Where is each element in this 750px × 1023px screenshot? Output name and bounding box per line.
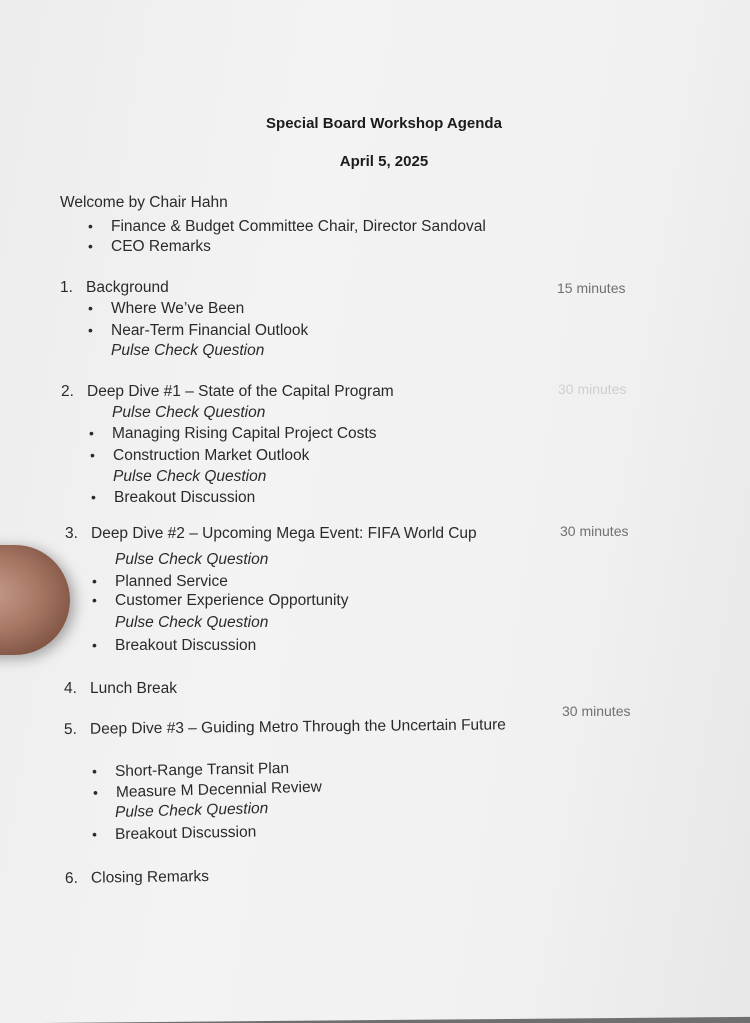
agenda-item-1 — [60, 279, 169, 297]
item-1-bullet-2: • Near-Term Financial Outlook — [111, 322, 308, 340]
item-title: Lunch Break — [90, 680, 178, 697]
agenda-item-2 — [61, 383, 394, 401]
item-title: Background — [86, 279, 169, 296]
item-3-duration: 30 minutes — [560, 523, 629, 539]
item-title: Deep Dive #3 – Guiding Metro Through the Uncertain Future — [89, 716, 506, 738]
item-1-duration: 15 minutes — [557, 280, 626, 296]
item-number: 3. — [65, 525, 78, 542]
agenda-title: Special Board Workshop Agenda — [266, 115, 502, 132]
item-3-pulse-check-1: Pulse Check Question — [115, 551, 269, 568]
item-5-bullet-2: • Measure M Decennial Review — [116, 779, 322, 802]
item-2-duration: 30 minutes — [558, 381, 627, 397]
item-5-bullet-1: • Short-Range Transit Plan — [115, 760, 289, 781]
item-3-bullet-2: • Customer Experience Opportunity — [115, 592, 348, 610]
item-title: Deep Dive #2 – Upcoming Mega Event: FIFA World Cup — [91, 525, 477, 542]
welcome-heading: Welcome by Chair Hahn — [60, 194, 228, 211]
item-number: 6. — [64, 869, 79, 887]
item-3-bullet-1: • Planned Service — [115, 573, 228, 591]
agenda-item-4 — [64, 680, 177, 698]
item-5-pulse-check: Pulse Check Question — [114, 799, 269, 821]
item-3-bullet-3: • Breakout Discussion — [115, 637, 256, 655]
agenda-item-3 — [65, 525, 477, 543]
agenda-item-6 — [65, 868, 209, 888]
item-2-bullet-1: • Managing Rising Capital Project Costs — [112, 425, 376, 443]
item-5-bullet-3: • Breakout Discussion — [115, 824, 257, 844]
item-1-bullet-1: • Where We’ve Been — [111, 300, 244, 318]
welcome-bullet-1: • Finance & Budget Committee Chair, Director Sandoval — [111, 218, 486, 236]
welcome-bullet-2: • CEO Remarks — [111, 238, 211, 256]
item-3-pulse-check-2: Pulse Check Question — [115, 614, 269, 631]
item-number: 2. — [61, 383, 74, 400]
item-number: 1. — [60, 279, 73, 296]
item-2-bullet-2: • Construction Market Outlook — [113, 447, 309, 465]
item-5-duration: 30 minutes — [562, 703, 631, 719]
item-1-pulse-check: Pulse Check Question — [111, 342, 265, 359]
item-title: Deep Dive #1 – State of the Capital Program — [87, 383, 394, 400]
item-number: 4. — [64, 680, 77, 697]
item-2-pulse-check-1: Pulse Check Question — [112, 404, 266, 421]
item-2-bullet-3: • Breakout Discussion — [114, 489, 255, 507]
item-title: Closing Remarks — [90, 867, 210, 887]
agenda-date: April 5, 2025 — [339, 153, 429, 170]
item-2-pulse-check-2: Pulse Check Question — [113, 468, 267, 485]
item-number: 5. — [63, 720, 78, 738]
